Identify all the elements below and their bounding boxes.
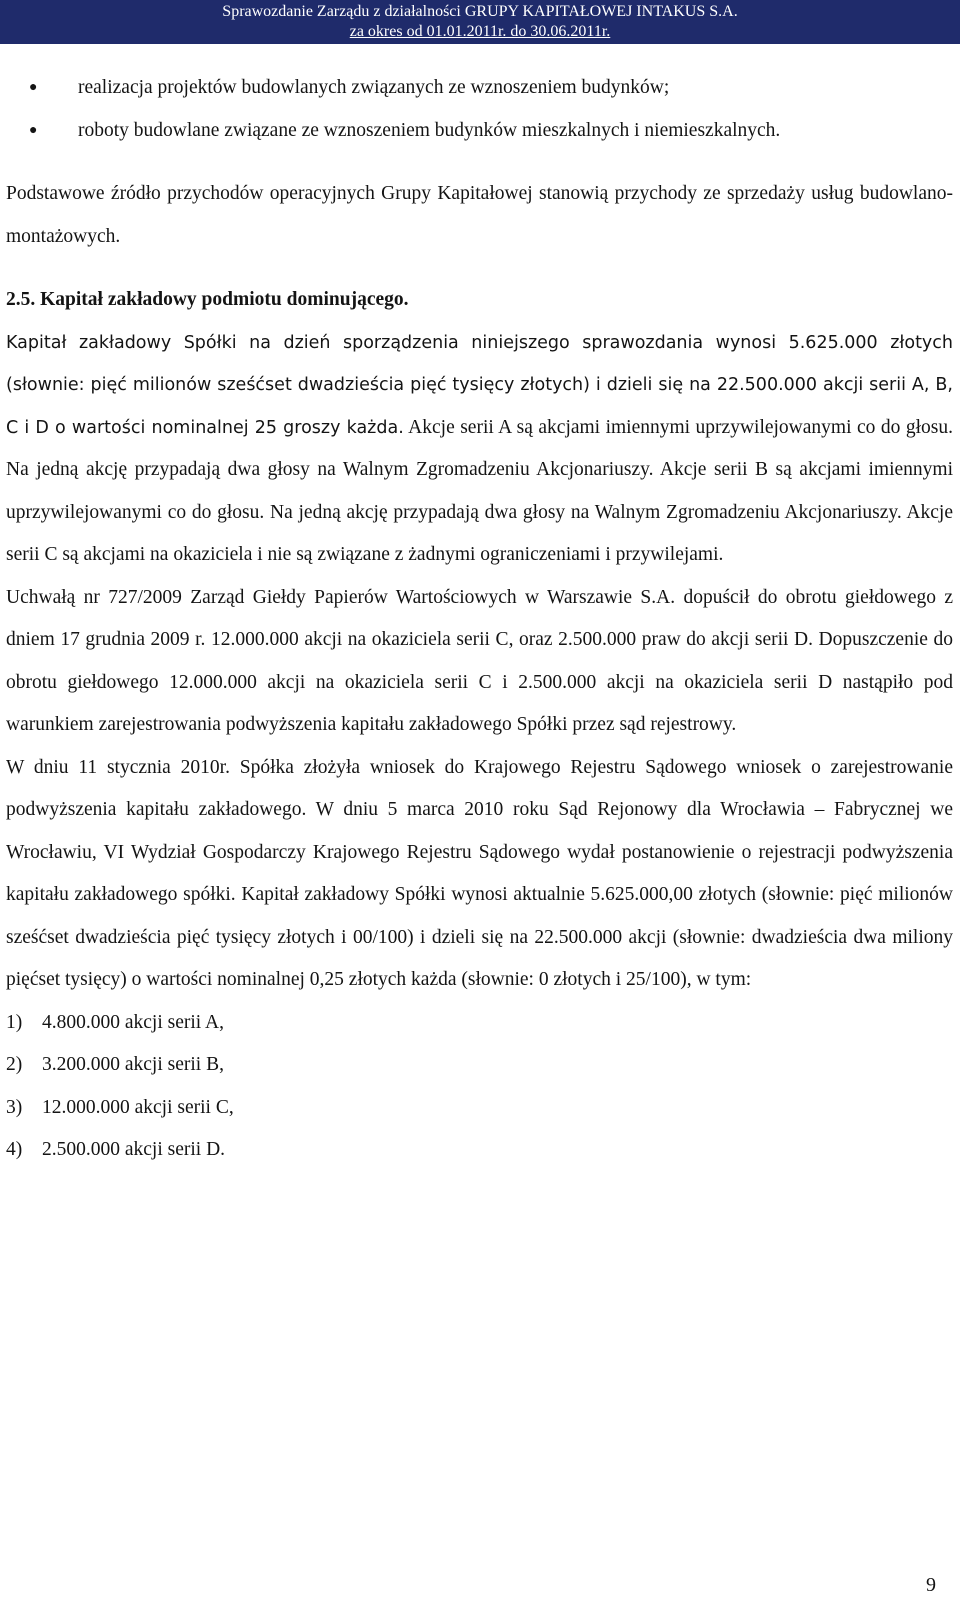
list-item [6,110,953,153]
section-heading: 2.5. Kapitał zakładowy podmiotu dominującego. [6,289,409,310]
list-item [6,1044,953,1087]
list-text: 12.000.000 akcji serii C, [42,1096,234,1118]
list-number: 2) [6,1054,23,1075]
share-series-description: Akcje serii A są akcjami imiennymi uprzywilejowanymi co do głosu. Na jedną akcję przypadają dwa głosy na Walnym Zgromadzeniu Akcjonariuszy. Akcje serii B są akcjami imiennymi uprzywilejowanymi co do głosu. Na jedną akcję przypadają dwa głosy na Walnym Zgromadzeniu Akcjonariuszy. Akcje serii C są akcjami na okaziciela i nie są związane z żadnymi ograniczeniami i przywilejami. [6,416,953,565]
bullet-icon: ● [29,122,38,138]
list-number: 1) [6,1011,23,1033]
spacer [6,258,953,279]
page-number: 9 [926,1574,936,1596]
list-text: 3.200.000 akcji serii B, [42,1054,224,1075]
list-item [6,1129,953,1172]
list-item [6,67,953,110]
header-report-title: Sprawozdanie Zarządu z działalności GRUPY KAPITAŁOWEJ INTAKUS S.A. [222,3,738,20]
bullet-text: roboty budowlane związane ze wznoszeniem budynków mieszkalnych i niemieszkalnych. [78,119,781,141]
list-number: 4) [6,1139,23,1160]
krs-registration-paragraph: W dniu 11 stycznia 2010r. Spółka złożyła wniosek do Krajowego Rejestru Sądowego wniosek o zarejestrowanie podwyższenia kapitału zakładowego. W dniu 5 marca 2010 roku Sąd Rejonowy dla Wrocławia – Fabrycznej we Wrocławiu, VI Wydział Gospodarczy Krajowego Rejestru Sądowego wydał postanowienie o rejestracji podwyższenia kapitału zakładowego spółki. Kapitał zakładowy Spółki wynosi aktualnie 5.625.000,00 złotych (słownie: pięć milionów sześćset dwadzieścia pięć tysięcy złotych i 00/100) i dzieli się na 22.500.000 akcji (słownie: dwadzieścia dwa miliony pięćset tysięcy) o wartości nominalnej 0,25 złotych każda (słownie: 0 złotych i 25/100), w tym: [6,756,953,990]
bullet-text: realizacja projektów budowlanych związanych ze wznoszeniem budynków; [78,77,670,98]
list-item [6,1087,953,1130]
share-series-list [6,1002,953,1172]
list-item [6,1002,953,1045]
revenue-paragraph: Podstawowe źródło przychodów operacyjnych Grupy Kapitałowej stanowią przychody ze sprzedaży usług budowlano-montażowych. [6,183,953,247]
share-capital-paragraph [6,322,953,577]
bullet-icon: ● [29,80,38,95]
share-capital-summary: Kapitał zakładowy Spółki na dzień sporządzenia niniejszego sprawozdania wynosi 5.625.000 złotych (słownie: pięć milionów sześćset dwadzieścia pięć tysięcy złotych) i dzieli się na 22.500.000 akcji serii A, B, C i D o wartości nominalnej 25 groszy każda. [6,332,953,438]
gpw-resolution-paragraph: Uchwałą nr 727/2009 Zarząd Giełdy Papierów Wartościowych w Warszawie S.A. dopuścił do obrotu giełdowego z dniem 17 grudnia 2009 r. 12.000.000 akcji na okaziciela serii C, oraz 2.500.000 praw do akcji serii D. Dopuszczenie do obrotu giełdowego 12.000.000 akcji na okaziciela serii C i 2.500.000 akcji na okaziciela serii D nastąpiło pod warunkiem zarejestrowania podwyższenia kapitału zakładowego Spółki przez sąd rejestrowy. [6,586,953,735]
header-report-period: za okres od 01.01.2011r. do 30.06.2011r. [349,23,611,40]
page-header [0,0,960,44]
list-number: 3) [6,1096,23,1118]
list-text: 4.800.000 akcji serii A, [42,1011,224,1033]
spacer [6,152,953,173]
activity-bullet-list [6,67,953,152]
document-body [6,67,953,1172]
list-text: 2.500.000 akcji serii D. [42,1139,226,1160]
